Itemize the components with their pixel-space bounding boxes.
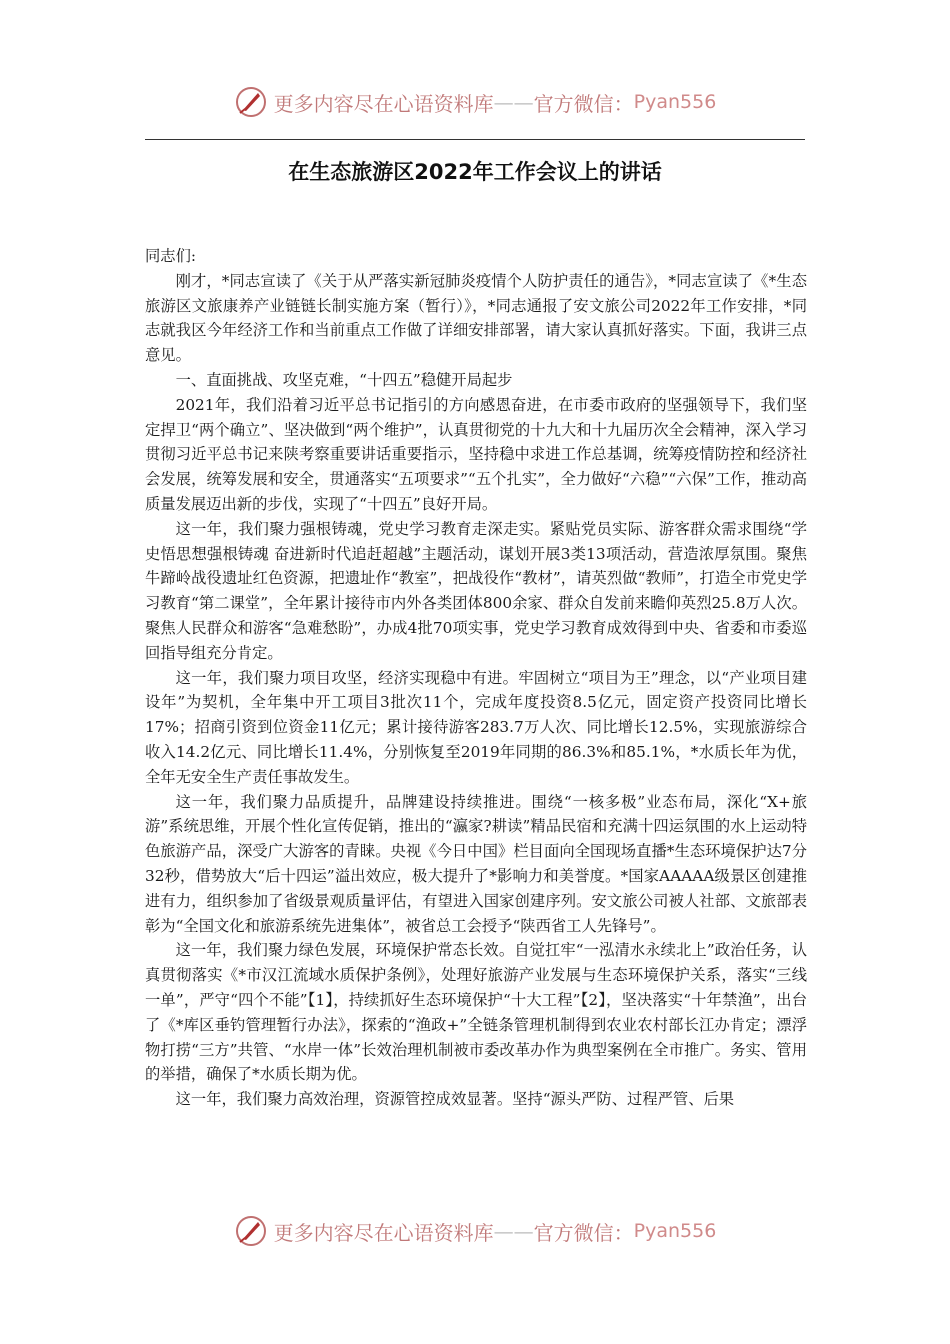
watermark-brand: Pyan556 [633,91,717,113]
watermark-separator: —— [493,1219,534,1243]
section-heading: 一、直面挑战、攻坚克难，“十四五”稳健开局起步 [175,370,513,389]
footer-watermark [0,1211,950,1251]
quill-logo-icon [234,85,268,119]
paragraph: 这一年，我们聚力项目攻坚，经济实现稳中有进。牢固树立“项目为王”理念，以“产业项目建设年”为契机，全年集中开工项目3批次11个，完成年度投资8.5亿元，固定资产投资同比增长17%；招商引资到位资金11亿元；累计接待游客283.7万人次、同比增长12.5%，实现旅游综合收入14.2亿元、同比增长11.4%，分别恢复至2019年同期的86.3%和85.1%，*水质长年为优，全年无安全生产责任事故发生。 [145,668,807,786]
document-title: 在生态旅游区2022年工作会议上的讲话 [288,160,662,184]
salutation: 同志们: [145,247,197,265]
watermark-brand: Pyan556 [633,1220,717,1242]
paragraph: 这一年，我们聚力高效治理，资源管控成效显著。坚持“源头严防、过程严管、后果 [175,1090,735,1109]
watermark-text: 更多内容尽在心语资料库 [273,1220,494,1245]
paragraph: 这一年，我们聚力强根铸魂，党史学习教育走深走实。紧贴党员实际、游客群众需求围绕“学史悟思想强根铸魂 奋进新时代追赶超越”主题活动，谋划开展3类13项活动，营造浓厚氛围。聚焦牛蹄岭战役遗址红色资源，把遗址作“教室”，把战役作“教材”，请英烈做“教师”，打造全市党史学习教育“第二课堂”，全年累计接待市内外各类团体800余家、群众自发前来瞻仰英烈25.8万人次。聚焦人民群众和游客“急难愁盼”，办成4批70项实事，党史学习教育成效得到中央、省委和市委巡回指导组充分肯定。 [145,519,807,662]
quill-logo-icon [234,1214,268,1248]
paragraph: 2021年，我们沿着习近平总书记指引的方向感恩奋进，在市委市政府的坚强领导下，我们坚定捍卫“两个确立”、坚决做到“两个维护”，认真贯彻党的十九大和十九届历次全会精神，深入学习贯彻习近平总书记来陕考察重要讲话重要指示，坚持稳中求进工作总基调，统筹疫情防控和经济社会发展，统筹发展和安全，贯通落实“五项要求”“五个扎实”，全力做好“六稳”“六保”工作，推动高质量发展迈出新的步伐，实现了“十四五”良好开局。 [145,395,807,513]
watermark-official: 官方微信： [533,91,634,116]
document-body [145,244,807,1112]
header-rule [145,139,805,140]
paragraph: 这一年，我们聚力品质提升，品牌建设持续推进。围绕“一核多极”业态布局，深化“X+旅游”系统思维，开展个性化宣传促销，推出的“瀛家?耕读”精品民宿和充满十四运氛围的水上运动特色旅游产品，深受广大游客的青睐。央视《今日中国》栏目面向全国现场直播*生态环境保护达7分32秒，借势放大“后十四运”溢出效应，极大提升了*影响力和美誉度。*国家AAAAA级景区创建推进有力，组织参加了省级景观质量评估，有望进入国家创建序列。安文旅公司被人社部、文旅部表彰为“全国文化和旅游系统先进集体”，被省总工会授予“陕西省工人先锋号”。 [145,792,807,935]
watermark-text: 更多内容尽在心语资料库 [273,91,494,116]
header-watermark [0,82,950,122]
paragraph: 这一年，我们聚力绿色发展，环境保护常态长效。自觉扛牢“一泓清水永续北上”政治任务，认真贯彻落实《*市汉江流域水质保护条例》，处理好旅游产业发展与生态环境保护关系，落实“三线一单”，严守“四个不能”【1】，持续抓好生态环境保护“十大工程”【2】，坚决落实“十年禁渔”，出台了《*库区垂钓管理暂行办法》，探索的“渔政+”全链条管理机制得到农业农村部长江办肯定；漂浮物打捞“三方”共管、“水岸一体”长效治理机制被市委改革办作为典型案例在全市推广。务实、管用的举措，确保了*水质长期为优。 [145,941,807,1084]
paragraph: 刚才，*同志宣读了《关于从严落实新冠肺炎疫情个人防护责任的通告》，*同志宣读了《*生态旅游区文旅康养产业链链长制实施方案（暂行）》，*同志通报了安文旅公司2022年工作安排，*同志就我区今年经济工作和当前重点工作做了详细安排部署，请大家认真抓好落实。下面，我讲三点意见。 [145,271,807,365]
watermark-separator: —— [493,90,534,114]
watermark-official: 官方微信： [533,1220,634,1245]
